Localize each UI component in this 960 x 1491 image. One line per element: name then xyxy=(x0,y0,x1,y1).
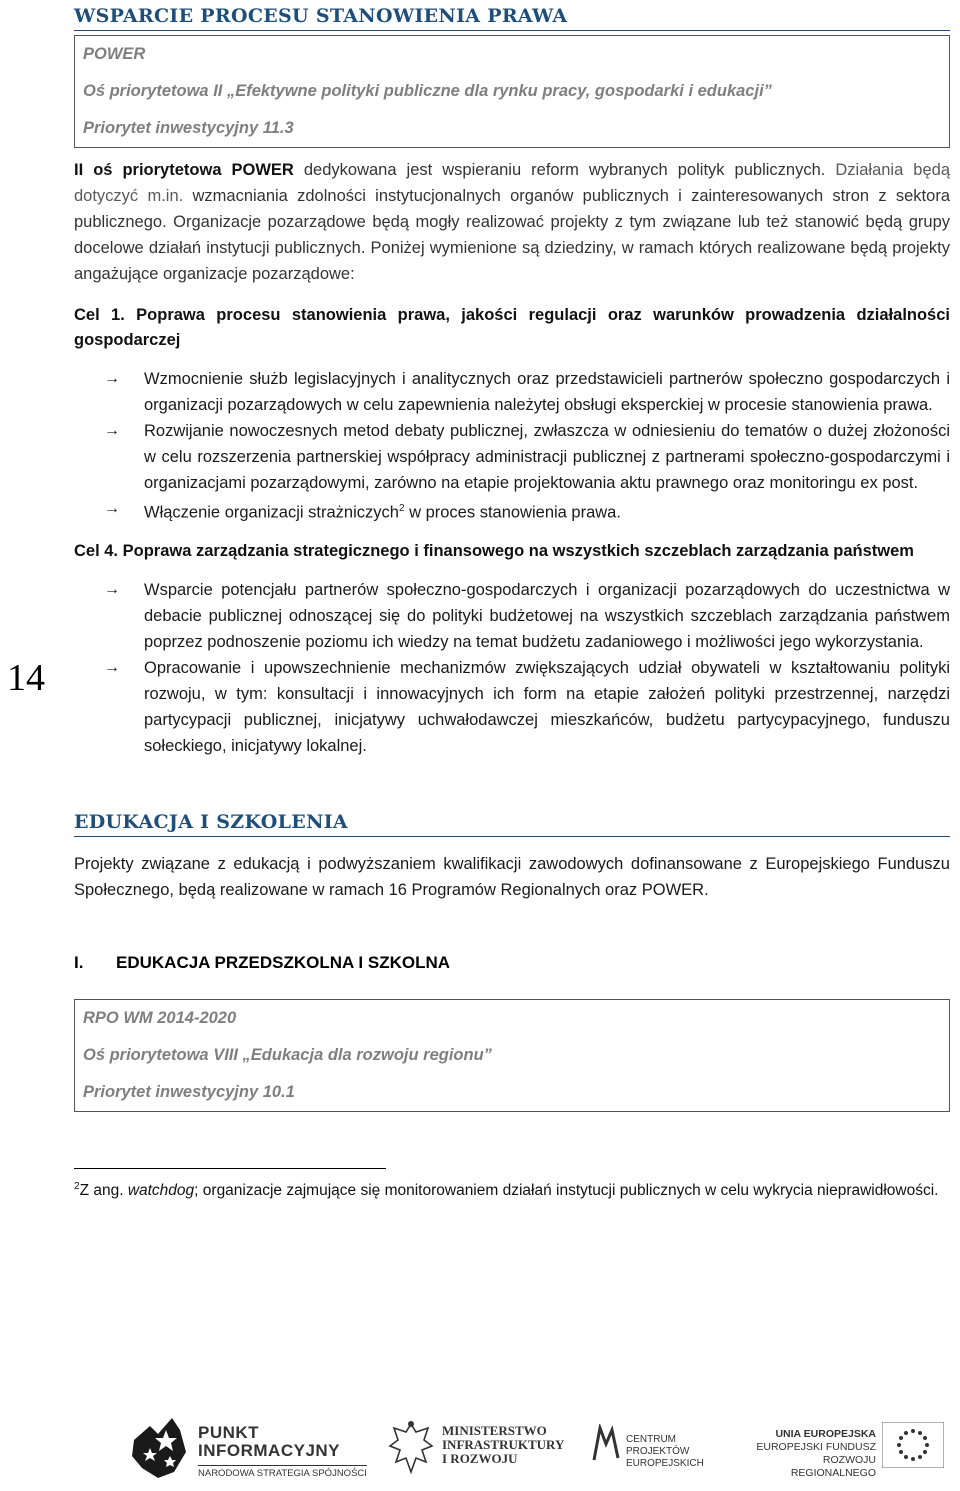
arrow-bullet-icon: → xyxy=(104,500,120,517)
page-content xyxy=(74,0,950,1203)
arrow-bullet-icon: → xyxy=(104,370,120,387)
intro-bold: II oś priorytetowa POWER xyxy=(74,161,294,179)
footnote: $^2$Z ang. watchdog; organizacje zajmujące się monitorowaniem działań instytucji publicznych w celu wykrycia nieprawidłowości. xyxy=(74,1180,939,1199)
eu-logo: UNIA EUROPEJSKA EUROPEJSKI FUNDUSZ ROZWOJU REGIONALNEGO xyxy=(756,1410,946,1485)
box-line: Priorytet inwestycyjny 10.1 xyxy=(83,1082,295,1101)
subsection-heading: I. EDUKACJA PRZEDSZKOLNA I SZKOLNA xyxy=(74,952,451,972)
arrow-bullet-icon: → xyxy=(104,658,120,676)
programme-box-rpo xyxy=(74,999,950,1112)
box-line: Oś priorytetowa II „Efektywne polityki publiczne dla rynku pracy, gospodarki i edukacji” xyxy=(83,82,772,100)
education-paragraph: Projekty związane z edukacją i podwyższaniem kwalifikacji zawodowych dofinansowane z Europejskiego Funduszu Społecznego, będą realizowane w ramach 16 Programów Regionalnych oraz POWER. xyxy=(74,854,950,899)
stars-map-icon xyxy=(128,1412,190,1482)
arrow-bullet-icon: → xyxy=(104,580,120,598)
centrum-projektow-logo: CENTRUM PROJEKTÓW EUROPEJSKICH xyxy=(590,1410,740,1485)
list-item: → Wzmocnienie służb legislacyjnych i analitycznych oraz przedstawicieli partnerów społeczno gospodarczych i organizacji pozarządowych w celu zapewnienia należytej obsługi eksperckiej w procesie stanowienia prawa. xyxy=(74,366,950,418)
programme-box-power xyxy=(74,35,950,148)
goal-1-list xyxy=(74,366,950,526)
cpe-mark-icon xyxy=(590,1424,620,1464)
footnote-ref[interactable]: 2 xyxy=(398,503,405,514)
logo-bar xyxy=(0,1410,960,1485)
box-line: Oś priorytetowa VIII „Edukacja dla rozwoju regionu” xyxy=(83,1045,492,1064)
list-item: → Włączenie organizacji strażniczych$^2$ w proces stanowienia prawa. xyxy=(74,496,950,526)
punkt-informacyjny-logo: PUNKT INFORMACYJNY NARODOWA STRATEGIA SPÓJNOŚCI xyxy=(128,1410,378,1485)
list-item: → Wsparcie potencjału partnerów społeczno-gospodarczych i organizacji pozarządowych do uczestnictwa w debacie publicznej odnoszącej się do polityki budżetowej na wszystkich szczeblach zarządzania państwem poprzez podnoszenie poziomu ich wiedzy na temat budżetu zadaniowego i możliwości jego wykorzystania. xyxy=(74,577,950,655)
ministerstwo-logo: MINISTERSTWO INFRASTRUKTURY I ROZWOJU xyxy=(388,1410,568,1485)
list-item: → Rozwijanie nowoczesnych metod debaty publicznej, zwłaszcza w odniesieniu do tematów o dużej złożoności w celu rozszerzenia partnerskiej współpracy administracji publicznej z partnerami społeczno-gospodarczymi i organizacjami pozarządowymi, zarówno na etapie projektowania aktu prawnego oraz monitoringu ex post. xyxy=(74,418,950,496)
goal-4-heading: Cel 4. Poprawa zarządzania strategicznego i finansowego na wszystkich szczeblach zarządzania państwem xyxy=(74,541,914,560)
section-title-education: EDUKACJA I SZKOLENIA xyxy=(74,811,950,837)
goal-1-heading: Cel 1. Poprawa procesu stanowienia prawa, jakości regulacji oraz warunków prowadzenia działalności gospodarczej xyxy=(74,306,950,349)
intro-paragraph: II oś priorytetowa POWER dedykowana jest wspieraniu reform wybranych polityk publicznych. Działania będą dotyczyć m.in. wzmacniania zdolności instytucjonalnych organów publicznych i zainteresowanych stron z sektora publicznego. Organizacje pozarządowe będą mogły realizować projekty z tym związane lub też stanowić będą grupy docelowe działań instytucji publicznych. Poniżej wymienione są dziedziny, w ramach których realizowane będą projekty angażujące organizacje pozarządowe: xyxy=(74,161,950,283)
eagle-emblem-icon xyxy=(388,1418,434,1478)
arrow-bullet-icon: → xyxy=(104,422,120,439)
goal-4-list xyxy=(74,577,950,759)
eu-flag-icon xyxy=(882,1422,944,1468)
section-title-legislation: WSPARCIE PROCESU STANOWIENIA PRAWA xyxy=(74,5,950,31)
list-item: → Opracowanie i upowszechnienie mechanizmów zwiększających udział obywateli w kształtowaniu polityki rozwoju, w tym: konsultacji i innowacyjnych ich form na etapie założeń polityki przestrzennej, narzędzi partycypacji publicznej, inicjatywy uchwałodawczej mieszkańców, budżetu partycypacyjnego, funduszu sołeckiego, inicjatywy lokalnej. xyxy=(74,655,950,759)
page-number: 14 xyxy=(7,657,45,699)
box-line: POWER xyxy=(83,45,146,63)
box-line: Priorytet inwestycyjny 11.3 xyxy=(83,119,294,137)
box-line: RPO WM 2014-2020 xyxy=(83,1008,237,1027)
